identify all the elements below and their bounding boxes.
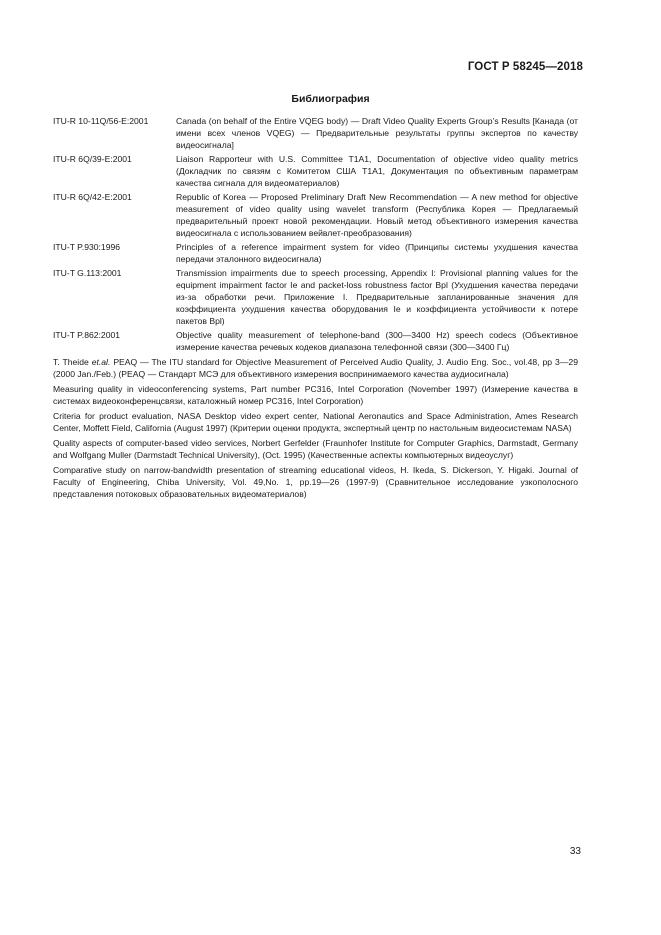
entry-description: Objective quality measurement of telephone-band (300—3400 Hz) speech codecs (Объективное измерение качества речевых кодеков диапазона телефонной связи (300—3400 Гц) (176, 330, 578, 352)
entry-reference: ITU-R 6Q/42-E:2001 (53, 192, 132, 202)
entry-description: Liaison Rapporteur with U.S. Committee T1A1, Documentation of objective video quality metrics (Докладчик по связям с Комитетом США T1A1, Документация по объективным параметрам качества сигнала для видеоматериалов) (176, 154, 578, 188)
bibliography-entry (53, 267, 578, 327)
bibliography-free-entry: Comparative study on narrow-bandwidth presentation of streaming educational videos, H. Ikeda, S. Dickerson, Y. Higaki. Journal of Faculty of Engineering, Chiba University, Vol. 49,No. 1, pp.19—26 (1997-9) (Сравнительное исследование узкополосного представления потоковых образовательных видеоматериалов) (53, 465, 578, 499)
entry-author-etal: et.al. (91, 357, 111, 367)
entry-description: Transmission impairments due to speech processing, Appendix I: Provisional planning values for the equipment impairment factor Ie and packet-loss robustness factor Bpl (Ухудшения качества передачи из-за обработки речи. Приложение I. Предварительные запланированные значения для коэффициента ухудшения качества оборудования Ie и коэффициента устойчивости к потере пакетов Bpl) (176, 268, 578, 326)
entry-description: PEAQ — The ITU standard for Objective Measurement of Perceived Audio Quality, J. Audio Eng. Soc., vol.48, pp 3—29 (2000 Jan./Feb.) (PEAQ — Стандарт МСЭ для объективного измерения воспринимаемого качества аудиосигнала) (53, 357, 578, 379)
page-number: 33 (569, 846, 581, 857)
document-code: ГОСТ Р 58245—2018 (467, 61, 583, 73)
bibliography-free-entry: Quality aspects of computer-based video services, Norbert Gerfelder (Fraunhofer Institute for Computer Graphics, Darmstadt, Germany and Wolfgang Muller (Darmstadt Technical University), (Oct. 1995) (Качественные аспекты компьютерных видеоуслуг) (53, 438, 578, 460)
bibliography-free-entry: Measuring quality in videoconferencing systems, Part number PC316, Intel Corporation (November 1997) (Измерение качества в системах видеоконференцсвязи, каталожный номер PC316, Intel Corporation) (53, 384, 578, 406)
entry-reference: ITU-R 10-11Q/56-E:2001 (53, 116, 149, 126)
bibliography-title: Библиография (291, 93, 370, 105)
entry-description: Canada (on behalf of the Entire VQEG body) — Draft Video Quality Experts Group’s Results [Канада (от имени всех членов VQEG) — Предварительные результаты группы экспертов по качеству видеосигнала] (176, 116, 578, 150)
entry-description: Principles of a reference impairment system for video (Принципы системы ухудшения качества передачи эталонного видеосигнала) (176, 242, 578, 264)
entry-author: T. Theide (53, 357, 92, 367)
bibliography-free-entry: Criteria for product evaluation, NASA Desktop video expert center, National Aeronautics and Space Administration, Ames Research Center, Moffett Field, California (August 1997) (Критерии оценки продукта, экспертный центр по настольным видеосистемам NASA) (53, 411, 578, 433)
bibliography-list (53, 115, 578, 503)
entry-reference: ITU-T G.113:2001 (53, 268, 122, 278)
entry-description: Republic of Korea — Proposed Preliminary Draft New Recommendation — A new method for objective measurement of video quality using wavelet transform (Республика Корея — Предлагаемый предварительный проект новой рекомендации. Новый метод объективного измерения качества видеосигнала с использованием вейвлет-преобразования) (176, 192, 578, 238)
entry-reference: ITU-T P.862:2001 (53, 330, 121, 340)
bibliography-free-entry (53, 356, 578, 380)
entry-reference: ITU-R 6Q/39-E:2001 (53, 154, 132, 164)
bibliography-entry (53, 329, 578, 353)
bibliography-entry (53, 241, 578, 265)
entry-reference: ITU-T P.930:1996 (53, 242, 121, 252)
bibliography-entry (53, 153, 578, 189)
bibliography-entry (53, 191, 578, 239)
bibliography-entry (53, 115, 578, 151)
